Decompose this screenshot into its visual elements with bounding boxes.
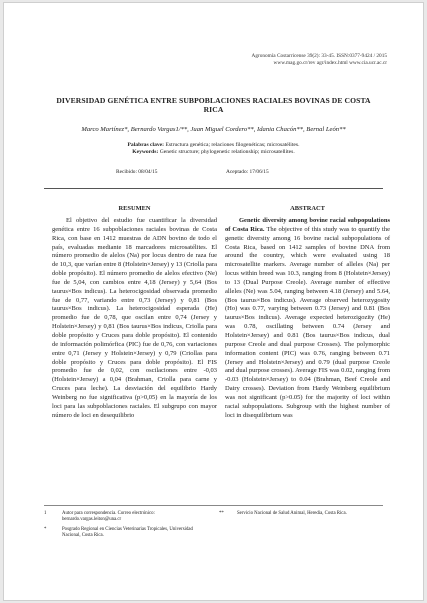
abstract-paragraph [225, 217, 390, 420]
abstract-lead: Genetic diversity among bovine racial subpopulations of Costa Rica. [225, 217, 390, 233]
footnote-2-mark: * [44, 527, 47, 532]
journal-header [252, 53, 388, 68]
journal-citation: Agronomía Costarricense 39(2): 33-45. ISSN:0377-9424 / 2015 [251, 53, 387, 59]
abstract-heading: ABSTRACT [290, 205, 325, 212]
footnote-3-mark: ** [219, 511, 224, 516]
accepted-date: Aceptado: 17/06/15 [226, 169, 269, 175]
footnote-1-mark: 1 [44, 511, 47, 516]
footnote-2 [44, 527, 212, 540]
journal-urls: www.mag.go.cr/rev agr/index.html www.cia.ucr.ac.cr [273, 60, 387, 67]
keywords-es [44, 142, 383, 149]
keywords-en [44, 149, 383, 156]
footnote-3 [219, 511, 391, 517]
footnote-3-text: Servicio Nacional de Salud Animal, Heredia, Costa Rica. [237, 511, 347, 516]
footnote-rule [44, 505, 383, 506]
resumen-column [52, 217, 217, 420]
paper-page [3, 2, 424, 601]
abstract-text: The objective of this study was to quantify the genetic diversity among 16 bovine racial subpopulations of Costa Rica, based on 1412 samples of bovine DNA from around the country, which were evaluated using 18 microsatellite markers. Average number of alleles (Na) per locus within breed was 10.3, ranging from 8 (Holstein×Jersey) to 13 (Dual Purpose Creole). Average number of effective alleles (Ne) was 5.04, ranging between 4.18 (Jersey) and 5.64, (Bos taurus×Bos indicus). Average observed heterozygosity (Ho) was 0.77, varying between 0.73 (Jersey) and 0.81 (Bos taurus×Bos indicus). Average expected heterozigozity (He) was 0.78, oscillating between 0.74 (Jersey and Holstein×Jersey) and 0.81 (Bos taurus×Bos indicus, dual purpose Creole and dual purpose Crosses). The polymorphic information content (PIC) was 0.76, ranging between 0.71 (Jersey and Holstein×Jersey) and 0.79 (dual purpose Creole and dual purpose crosses). Average FIS was 0.02, ranging from -0.03 (Holstein×Jersey) to 0.04 (Brahman, Beef Creole and Dairy crosses). Deviation from Hardy Weinberg equilibrium was not significant (p>0.05) for the majority of loci within racial subpopulations. Subgroup with the highest number of loci in disequilibrium was [225, 225, 390, 419]
resumen-text: El objetivo del estudio fue cuantificar la diversidad genética entre 16 subpoblaciones raciales bovinas de Costa Rica, con base en 1412 muestras de ADN bovino de todo el país, evaluadas mediante 18 marcadores microsatélites. El número promedio de alelos (Na) por locus dentro de raza fue de 10,3, que varían entre 8 (Holstein×Jersey) y 13 (Criolla para doble propósito). El número promedio de alelos efectivo (Ne) fue de 5,04, con cambios entre 4,18 (Jersey) y 5,64 (Bos taurus×Bos indicus). La heterocigosidad observada promedio fue de 0,77, variando entre 0,73 (Jersey) y 0,81 (Bos taurus×Bos indicus). La heterocigosidad esperada (He) promedio fue de 0,78, que oscilan entre 0,74 (Jersey y Holstein×Jersey) y 0,81 (Bos taurus×Bos indicus, Criolla para doble propósito y Cruces para doble propósito). El contenido de información polimórfica (PIC) fue de 0,76, con variaciones entre 0,71 (Jersey y Holstein×Jersey) y 0,79 (Criollas para doble propósito y Cruces para doble propósito). El FIS promedio fue de 0,02, con oscilaciones entre -0,03 (Holstein×Jersey) a 0,04 (Brahman, Criolla para carne y Cruces para leche). La desviación del equilibrio Hardy Weinberg no fue significativa (p>0,05) en la mayoría de los loci para las subpoblaciones raciales. El subgrupo con mayor número de loci en desequilibrio [52, 217, 217, 419]
keywords-block [44, 142, 383, 157]
keywords-en-text: Genetic structure; phylogenetic relationship; microsatellites. [159, 149, 295, 156]
footnote-1-text: Autor para correspondencia. Correo electrónico: bernardo.vargas.leiton@una.cr [62, 511, 155, 523]
resumen-heading: RESUMEN [118, 205, 151, 212]
keywords-es-label: Palabras clave: [127, 142, 165, 148]
paper-title: DIVERSIDAD GENÉTICA ENTRE SUBPOBLACIONES RACIALES BOVINAS DE COSTA RICA [56, 96, 371, 115]
keywords-es-text: Estructura genética; relaciones filogenéticas; microsatélites. [165, 142, 300, 148]
abstract-column [225, 217, 390, 420]
footnote-1 [44, 511, 212, 524]
received-date: Recibido: 08/04/15 [116, 169, 158, 175]
header-separator [44, 188, 383, 189]
authors-line: Marco Martínez*, Bernardo Vargas1/**, Juan Miguel Cordero**, Idania Chacón**, Bernal León** [81, 126, 346, 133]
footnote-2-text: Posgrado Regional en Ciencias Veterinarias Tropicales, Universidad Nacional, Costa Rica. [62, 527, 193, 539]
keywords-en-label: Keywords: [132, 149, 159, 156]
